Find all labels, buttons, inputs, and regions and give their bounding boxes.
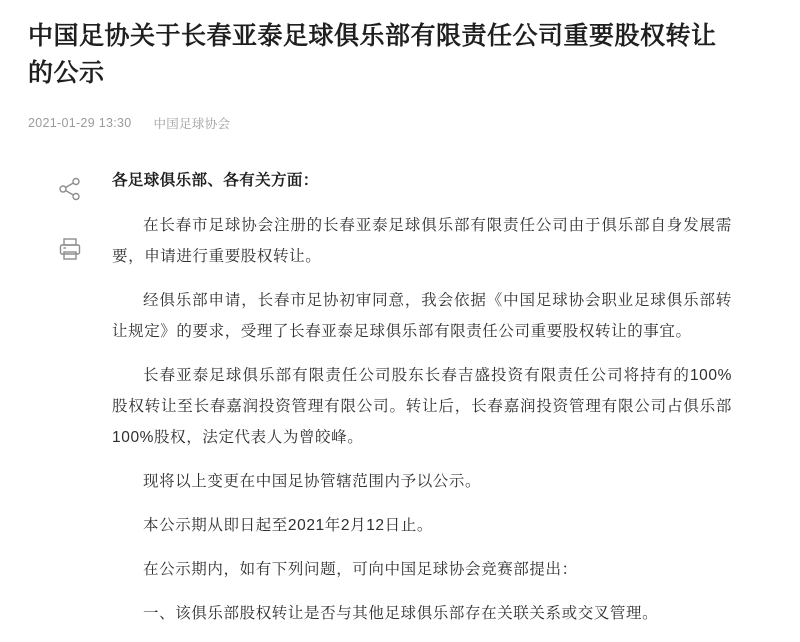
share-icon[interactable] (53, 172, 87, 206)
paragraph: 在公示期内，如有下列问题，可向中国足球协会竞赛部提出： (143, 561, 578, 578)
article-source: 中国足球协会 (153, 117, 231, 131)
paragraph: 经俱乐部申请，长春市足协初审同意，我会依据《中国足球协会职业足球俱乐部转让规定》的要求，受理了长春亚泰足球俱乐部有限责任公司重要股权转让的事宜。 (112, 292, 732, 340)
paragraph: 长春亚泰足球俱乐部有限责任公司股东长春吉盛投资有限责任公司将持有的100%股权转让至长春嘉润投资管理有限公司。转让后，长春嘉润投资管理有限公司占俱乐部100%股权，法定代表人为曾皎峰。 (112, 367, 732, 446)
print-icon[interactable] (53, 232, 87, 266)
article-meta (28, 114, 756, 132)
paragraph: 一、该俱乐部股权转让是否与其他足球俱乐部存在关联关系或交叉管理。 (143, 605, 659, 622)
publish-timestamp: 2021-01-29 13:30 (28, 116, 132, 130)
page-title: 中国足协关于长春亚泰足球俱乐部有限责任公司重要股权转让的公示 (28, 22, 717, 87)
article-body-area (28, 166, 756, 642)
paragraph: 现将以上变更在中国足协管辖范围内予以公示。 (143, 473, 482, 490)
tool-rail (28, 166, 112, 642)
salutation: 各足球俱乐部、各有关方面： (112, 172, 319, 189)
paragraph: 在长春市足球协会注册的长春亚泰足球俱乐部有限责任公司由于俱乐部自身发展需要，申请进行重要股权转让。 (112, 217, 732, 265)
article-content (112, 166, 732, 642)
paragraph: 本公示期从即日起至2021年2月12日止。 (143, 517, 433, 534)
